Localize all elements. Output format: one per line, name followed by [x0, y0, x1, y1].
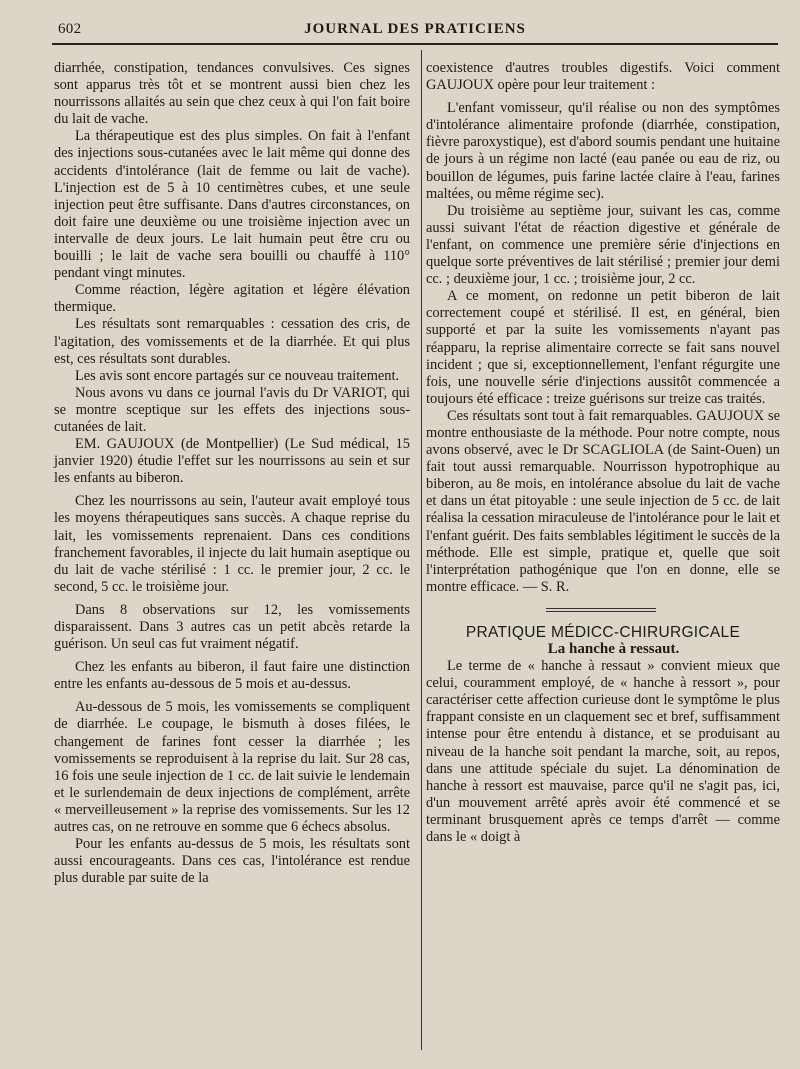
paragraph: Dans 8 observations sur 12, les vomissements disparaissent. Dans 3 autres cas un petit abcès retarde la guérison. Un seul cas fut vraiment négatif.	[54, 601, 410, 653]
paragraph: Chez les nourrissons au sein, l'auteur avait employé tous les moyens thérapeutiques sans succès. A chaque reprise du lait, les vomissements reprenaient. Dans ces conditions franchement favorables, il injecte du lait humain aseptique ou du lait de vache stérilisé : 1 cc. le premier jour, 2 cc. le second, 5 cc. le troisième jour.	[54, 493, 410, 595]
paragraph: La thérapeutique est des plus simples. On fait à l'enfant des injections sous-cutanées avec le lait même qui donne des accidents d'intolérance (lait de femme ou lait de vache). L'injection est de 5 à 10 centimètres cubes, et une seule injection peut être suffisante. Dans d'autres circonstances, on doit faire une deuxième ou une troisième injection avec un intervalle de deux jours. Le lait humain peut être cru ou bouilli ; le lait de vache sera bouilli ou chauffé à 110° pendant vingt minutes.	[54, 128, 410, 282]
paragraph: Du troisième au septième jour, suivant les cas, comme aussi suivant l'état de réaction digestive et générale de l'enfant, on commence une première série d'injections en quelque sorte préventives de lait stérilisé ; premier jour demi cc. ; deuxième jour, 1 cc. ; troisième jour, 2 cc.	[426, 202, 780, 288]
paragraph: coexistence d'autres troubles digestifs. Voici comment GAUJOUX opère pour leur traitement :	[426, 60, 780, 94]
header-rule	[52, 43, 778, 45]
section-divider	[546, 608, 656, 609]
paragraph: Pour les enfants au-dessus de 5 mois, les résultats sont aussi encourageants. Dans ces cas, l'intolérance est rendue plus durable par suite de la	[54, 836, 410, 887]
paragraph: Comme réaction, légère agitation et légère élévation thermique.	[54, 282, 410, 316]
left-column	[54, 60, 410, 887]
section-divider	[546, 611, 656, 612]
paragraph: Les résultats sont remarquables : cessation des cris, de l'agitation, des vomissements et de la diarrhée. Et qui plus est, ces résultats sont durables.	[54, 316, 410, 367]
article-paragraph: Le terme de « hanche à ressaut » convient mieux que celui, couramment employé, de « hanche à ressort », pour caractériser cette affection curieuse dont le symptôme le plus frappant consiste en un claquement sec et bref, suffisamment intense pour être entendu à distance, et se produisant au niveau de la hanche soit pendant la marche, soit, au repos, dans une attitude spéciale du sujet. La dénomination de hanche à ressort est mauvaise, parce qu'il ne s'agit pas, ici, d'un mouvement arrêté après avoir été commencé et se terminant brusquement après ce temps d'arrêt — comme dans le « doigt à	[426, 658, 780, 846]
paragraph: A ce moment, on redonne un petit biberon de lait correctement coupé et stérilisé. Il est, en général, bien supporté et par la suite les vomissements n'ayant pas réapparu, la reprise alimentaire correcte se fait sans nouvel incident ; que si, exceptionnellement, l'enfant régurgite une fois, une nouvelle série d'injections aussitôt commencée a toujours été efficace : treize guérisons sur treize cas traités.	[426, 288, 780, 407]
page-number: 602	[58, 21, 82, 37]
page-header	[52, 19, 778, 41]
paragraph: Les avis sont encore partagés sur ce nouveau traitement.	[75, 367, 400, 384]
column-divider	[421, 50, 422, 1050]
paragraph: Nous avons vu dans ce journal l'avis du Dr VARIOT, qui se montre sceptique sur les effets des injections sous-cutanées de lait.	[54, 384, 410, 435]
paragraph: diarrhée, constipation, tendances convulsives. Ces signes sont apparus très tôt et se montrent aussi bien chez les nourrissons allaités au sein que chez ceux à qui l'on fait boire du lait de vache.	[54, 60, 410, 128]
article-title: La hanche à ressaut.	[547, 641, 680, 657]
section-heading: PRATIQUE MÉDICC-CHIRURGICALE	[465, 623, 741, 641]
paragraph: Au-dessous de 5 mois, les vomissements se compliquent de diarrhée. Le coupage, le bismuth à doses filées, le changement de farines font cesser la diarrhée ; les vomissements se reproduisent à la reprise du lait. Sur 28 cas, 16 fois une seule injection de 1 cc. de lait suivie le lendemain et le surlendemain de deux injections de complément, arrête « merveilleusement » la reprise des vomissements. Sur les 12 autres cas, on ne retrouve en somme que 6 échecs absolus.	[54, 699, 410, 836]
paragraph: EM. GAUJOUX (de Montpellier) (Le Sud médical, 15 janvier 1920) étudie l'effet sur les nourrissons au sein et sur les enfants au biberon.	[54, 436, 410, 487]
journal-title: JOURNAL DES PRATICIENS	[304, 21, 526, 37]
paragraph: L'enfant vomisseur, qu'il réalise ou non des symptômes d'intolérance alimentaire profonde (diarrhée, constipation, fièvre paroxystique), est d'abord soumis pendant une huitaine de jours à un régime non lacté (eau panée ou eau de riz, ou bouillon de légumes, puis farine lactée claire à l'eau, farines maltées, ou même régime sec).	[426, 100, 780, 202]
right-column	[426, 60, 780, 846]
paragraph: Ces résultats sont tout à fait remarquables. GAUJOUX se montre enthousiaste de la méthode. Pour notre compte, nous avons observé, avec le Dr SCAGLIOLA (de Saint-Ouen) un fait tout aussi remarquable. Nourrisson hypotrophique au biberon, au 8e mois, en intolérance absolue du lait de vache et dans un état pitoyable : une seule injection de 5 cc. de lait réalisa la cessation miraculeuse de l'intolérance pour le lait et l'enfant guérit. Des faits semblables légitiment le succès de la méthode. Elle est simple, pratique et, quelle que soit l'interprétation pathogénique que l'on en donne, elle se montre efficace. — S. R.	[426, 407, 780, 595]
paragraph: Chez les enfants au biberon, il faut faire une distinction entre les enfants au-dessous de 5 mois et au-dessus.	[54, 659, 410, 693]
